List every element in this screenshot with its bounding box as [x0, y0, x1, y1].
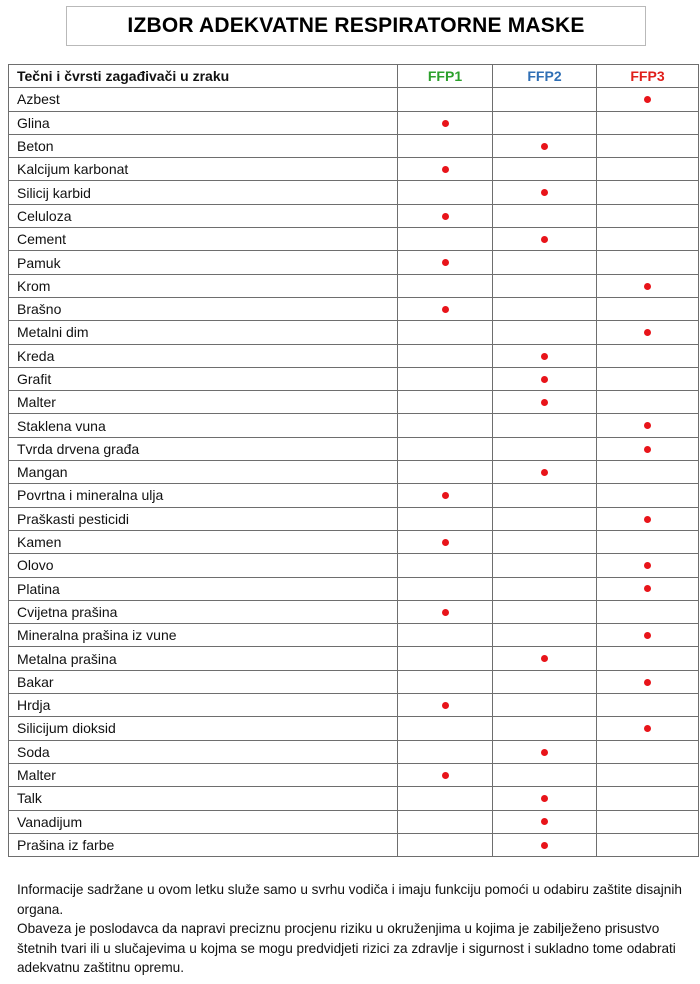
cell-ffp1	[398, 600, 493, 623]
table-row	[9, 461, 699, 484]
cell-ffp2	[493, 833, 597, 856]
footer-notes	[17, 880, 687, 978]
table-row	[9, 391, 699, 414]
table-row	[9, 344, 699, 367]
marker-dot-icon	[442, 702, 449, 709]
pollutant-name: Celuloza	[9, 204, 398, 227]
cell-ffp3	[597, 437, 699, 460]
cell-ffp3	[597, 577, 699, 600]
cell-ffp2	[493, 670, 597, 693]
table-row	[9, 740, 699, 763]
marker-dot-icon	[442, 772, 449, 779]
marker-dot-icon	[644, 516, 651, 523]
cell-ffp2	[493, 297, 597, 320]
pollutant-name: Silicijum dioksid	[9, 717, 398, 740]
table-row	[9, 600, 699, 623]
table-row	[9, 414, 699, 437]
cell-ffp2	[493, 158, 597, 181]
cell-ffp1	[398, 321, 493, 344]
cell-ffp3	[597, 204, 699, 227]
cell-ffp2	[493, 88, 597, 111]
cell-ffp3	[597, 763, 699, 786]
title-box	[66, 6, 646, 46]
table-row	[9, 367, 699, 390]
table-row	[9, 274, 699, 297]
cell-ffp1	[398, 181, 493, 204]
cell-ffp2	[493, 274, 597, 297]
table-row	[9, 763, 699, 786]
marker-dot-icon	[541, 842, 548, 849]
cell-ffp3	[597, 414, 699, 437]
table-row	[9, 158, 699, 181]
table-row	[9, 787, 699, 810]
cell-ffp2	[493, 787, 597, 810]
table-row	[9, 437, 699, 460]
marker-dot-icon	[541, 469, 548, 476]
cell-ffp3	[597, 624, 699, 647]
marker-dot-icon	[442, 492, 449, 499]
marker-dot-icon	[644, 96, 651, 103]
cell-ffp3	[597, 134, 699, 157]
cell-ffp1	[398, 810, 493, 833]
pollutant-name: Kalcijum karbonat	[9, 158, 398, 181]
cell-ffp3	[597, 717, 699, 740]
cell-ffp2	[493, 321, 597, 344]
cell-ffp2	[493, 204, 597, 227]
cell-ffp1	[398, 530, 493, 553]
cell-ffp3	[597, 530, 699, 553]
pollutant-name: Silicij karbid	[9, 181, 398, 204]
table-row	[9, 833, 699, 856]
cell-ffp2	[493, 484, 597, 507]
cell-ffp3	[597, 810, 699, 833]
cell-ffp1	[398, 414, 493, 437]
marker-dot-icon	[442, 259, 449, 266]
cell-ffp1	[398, 391, 493, 414]
cell-ffp1	[398, 787, 493, 810]
table-row	[9, 507, 699, 530]
cell-ffp3	[597, 507, 699, 530]
cell-ffp3	[597, 740, 699, 763]
cell-ffp1	[398, 670, 493, 693]
cell-ffp1	[398, 484, 493, 507]
marker-dot-icon	[644, 446, 651, 453]
marker-dot-icon	[442, 306, 449, 313]
cell-ffp1	[398, 461, 493, 484]
cell-ffp1	[398, 647, 493, 670]
pollutant-name: Praškasti pesticidi	[9, 507, 398, 530]
marker-dot-icon	[541, 655, 548, 662]
marker-dot-icon	[644, 632, 651, 639]
pollutant-name: Krom	[9, 274, 398, 297]
pollutant-name: Olovo	[9, 554, 398, 577]
cell-ffp1	[398, 297, 493, 320]
marker-dot-icon	[541, 189, 548, 196]
marker-dot-icon	[541, 795, 548, 802]
cell-ffp1	[398, 624, 493, 647]
pollutant-name: Cement	[9, 228, 398, 251]
cell-ffp2	[493, 111, 597, 134]
pollutant-name: Malter	[9, 391, 398, 414]
marker-dot-icon	[541, 353, 548, 360]
pollutant-name: Talk	[9, 787, 398, 810]
table-row	[9, 670, 699, 693]
marker-dot-icon	[644, 725, 651, 732]
cell-ffp3	[597, 251, 699, 274]
cell-ffp2	[493, 763, 597, 786]
marker-dot-icon	[442, 609, 449, 616]
pollutant-name: Bakar	[9, 670, 398, 693]
cell-ffp3	[597, 484, 699, 507]
cell-ffp1	[398, 251, 493, 274]
table-row	[9, 204, 699, 227]
cell-ffp3	[597, 554, 699, 577]
table-row	[9, 810, 699, 833]
pollutant-name: Mineralna prašina iz vune	[9, 624, 398, 647]
pollutant-name: Tvrda drvena građa	[9, 437, 398, 460]
cell-ffp1	[398, 111, 493, 134]
cell-ffp3	[597, 694, 699, 717]
cell-ffp3	[597, 181, 699, 204]
cell-ffp1	[398, 833, 493, 856]
respirator-table	[8, 64, 699, 857]
cell-ffp3	[597, 367, 699, 390]
header-ffp1: FFP1	[398, 65, 493, 88]
cell-ffp2	[493, 647, 597, 670]
cell-ffp2	[493, 414, 597, 437]
cell-ffp3	[597, 787, 699, 810]
cell-ffp2	[493, 367, 597, 390]
cell-ffp2	[493, 600, 597, 623]
cell-ffp2	[493, 530, 597, 553]
cell-ffp3	[597, 833, 699, 856]
table-header-row	[9, 65, 699, 88]
marker-dot-icon	[541, 236, 548, 243]
marker-dot-icon	[541, 749, 548, 756]
cell-ffp1	[398, 717, 493, 740]
pollutant-name: Vanadijum	[9, 810, 398, 833]
cell-ffp1	[398, 228, 493, 251]
cell-ffp2	[493, 577, 597, 600]
cell-ffp3	[597, 158, 699, 181]
table-row	[9, 251, 699, 274]
cell-ffp1	[398, 507, 493, 530]
cell-ffp1	[398, 577, 493, 600]
cell-ffp1	[398, 158, 493, 181]
table-row	[9, 577, 699, 600]
cell-ffp2	[493, 624, 597, 647]
cell-ffp3	[597, 670, 699, 693]
cell-ffp2	[493, 740, 597, 763]
header-ffp2: FFP2	[493, 65, 597, 88]
cell-ffp2	[493, 810, 597, 833]
pollutant-name: Soda	[9, 740, 398, 763]
cell-ffp3	[597, 461, 699, 484]
header-pollutants: Tečni i čvrsti zagađivači u zraku	[9, 65, 398, 88]
pollutant-name: Kreda	[9, 344, 398, 367]
cell-ffp3	[597, 344, 699, 367]
cell-ffp2	[493, 251, 597, 274]
marker-dot-icon	[644, 585, 651, 592]
cell-ffp2	[493, 461, 597, 484]
cell-ffp3	[597, 88, 699, 111]
pollutant-name: Grafit	[9, 367, 398, 390]
cell-ffp2	[493, 437, 597, 460]
cell-ffp2	[493, 717, 597, 740]
marker-dot-icon	[442, 120, 449, 127]
table-row	[9, 554, 699, 577]
cell-ffp2	[493, 228, 597, 251]
header-ffp3: FFP3	[597, 65, 699, 88]
pollutant-name: Pamuk	[9, 251, 398, 274]
table-body	[9, 88, 699, 857]
table-row	[9, 694, 699, 717]
footer-paragraph: Informacije sadržane u ovom letku služe samo u svrhu vodiča i imaju funkciju pomoći u odabiru zaštite disajnih organa.	[17, 882, 682, 917]
cell-ffp2	[493, 181, 597, 204]
marker-dot-icon	[442, 213, 449, 220]
cell-ffp1	[398, 554, 493, 577]
cell-ffp3	[597, 391, 699, 414]
pollutant-name: Beton	[9, 134, 398, 157]
table-row	[9, 297, 699, 320]
table-row	[9, 111, 699, 134]
cell-ffp1	[398, 204, 493, 227]
cell-ffp2	[493, 507, 597, 530]
pollutant-name: Brašno	[9, 297, 398, 320]
cell-ffp1	[398, 367, 493, 390]
table-row	[9, 228, 699, 251]
marker-dot-icon	[644, 679, 651, 686]
pollutant-name: Metalna prašina	[9, 647, 398, 670]
cell-ffp2	[493, 134, 597, 157]
marker-dot-icon	[644, 422, 651, 429]
pollutant-name: Cvijetna prašina	[9, 600, 398, 623]
pollutant-name: Malter	[9, 763, 398, 786]
marker-dot-icon	[541, 399, 548, 406]
cell-ffp3	[597, 228, 699, 251]
cell-ffp1	[398, 274, 493, 297]
marker-dot-icon	[541, 818, 548, 825]
table-row	[9, 484, 699, 507]
table-row	[9, 624, 699, 647]
pollutant-name: Staklena vuna	[9, 414, 398, 437]
cell-ffp3	[597, 274, 699, 297]
pollutant-name: Kamen	[9, 530, 398, 553]
table-row	[9, 647, 699, 670]
cell-ffp1	[398, 134, 493, 157]
pollutant-name: Hrdja	[9, 694, 398, 717]
cell-ffp3	[597, 297, 699, 320]
cell-ffp1	[398, 344, 493, 367]
pollutant-name: Azbest	[9, 88, 398, 111]
pollutant-name: Mangan	[9, 461, 398, 484]
cell-ffp3	[597, 647, 699, 670]
table-row	[9, 530, 699, 553]
cell-ffp2	[493, 554, 597, 577]
table-row	[9, 88, 699, 111]
marker-dot-icon	[644, 329, 651, 336]
marker-dot-icon	[644, 283, 651, 290]
pollutant-name: Glina	[9, 111, 398, 134]
pollutant-name: Platina	[9, 577, 398, 600]
cell-ffp2	[493, 344, 597, 367]
marker-dot-icon	[644, 562, 651, 569]
cell-ffp1	[398, 740, 493, 763]
cell-ffp1	[398, 694, 493, 717]
cell-ffp1	[398, 437, 493, 460]
cell-ffp3	[597, 600, 699, 623]
table-row	[9, 134, 699, 157]
table-row	[9, 181, 699, 204]
pollutant-name: Povrtna i mineralna ulja	[9, 484, 398, 507]
marker-dot-icon	[442, 539, 449, 546]
cell-ffp2	[493, 391, 597, 414]
pollutant-name: Metalni dim	[9, 321, 398, 344]
marker-dot-icon	[442, 166, 449, 173]
table-row	[9, 321, 699, 344]
pollutant-name: Prašina iz farbe	[9, 833, 398, 856]
page-title: IZBOR ADEKVATNE RESPIRATORNE MASKE	[127, 14, 585, 37]
cell-ffp3	[597, 111, 699, 134]
cell-ffp1	[398, 88, 493, 111]
cell-ffp3	[597, 321, 699, 344]
cell-ffp1	[398, 763, 493, 786]
cell-ffp2	[493, 694, 597, 717]
marker-dot-icon	[541, 376, 548, 383]
table-row	[9, 717, 699, 740]
marker-dot-icon	[541, 143, 548, 150]
footer-paragraph: Obaveza je poslodavca da napravi preciznu procjenu riziku u okruženjima u kojima je zabilježeno prisustvo štetnih tvari ili u slučajevima u kojma se mogu predvidjeti rizici za zdravlje i sigurnost i sukladno tome odabrati adekvatnu zaštitnu opremu.	[17, 921, 676, 975]
